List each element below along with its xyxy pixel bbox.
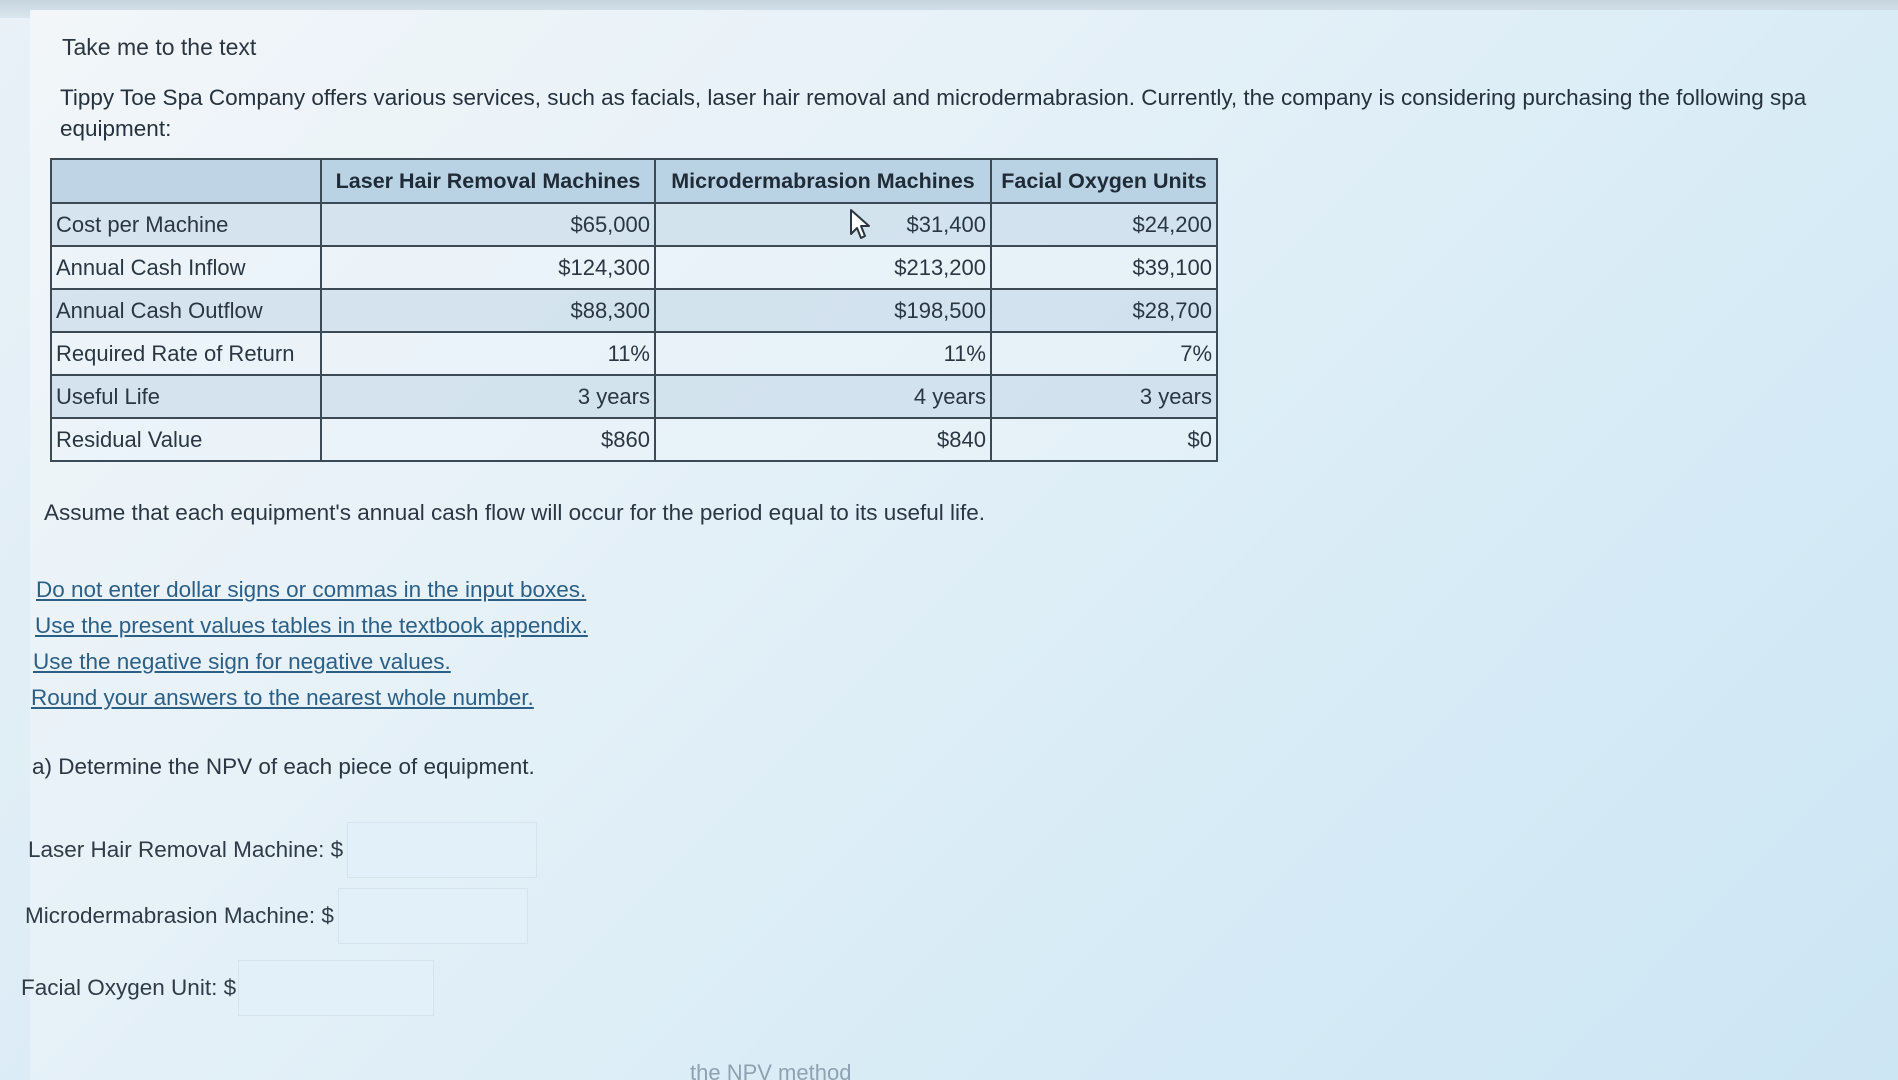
facial-answer-label: Facial Oxygen Unit: $ xyxy=(21,975,237,1000)
row-label: Annual Cash Outflow xyxy=(51,289,321,332)
micro-answer-row xyxy=(25,888,528,944)
table-row xyxy=(51,246,1217,289)
table-cell: 11% xyxy=(655,332,991,375)
problem-intro-text: Tippy Toe Spa Company offers various services, such as facials, laser hair removal and microdermabrasion. Currently, the company is considering purchasing the following spa equipment: xyxy=(60,85,1807,141)
table-cell: $65,000 xyxy=(321,203,655,246)
table-cell: 3 years xyxy=(991,375,1217,418)
row-label: Required Rate of Return xyxy=(51,332,321,375)
table-cell: $24,200 xyxy=(991,203,1217,246)
table-cell: $28,700 xyxy=(991,289,1217,332)
row-label: Cost per Machine xyxy=(51,203,321,246)
row-label: Useful Life xyxy=(51,375,321,418)
table-cell: 11% xyxy=(321,332,655,375)
table-row xyxy=(51,203,1217,246)
laser-npv-input[interactable] xyxy=(347,822,537,878)
assumption-text: Assume that each equipment's annual cash flow will occur for the period equal to its useful life. xyxy=(44,500,986,525)
facial-answer-row xyxy=(21,960,434,1016)
question-text: a) Determine the NPV of each piece of equipment. xyxy=(32,754,535,779)
table-cell: $88,300 xyxy=(321,289,655,332)
laser-answer-label: Laser Hair Removal Machine: $ xyxy=(28,837,344,862)
table-cell: $124,300 xyxy=(321,246,655,289)
equipment-data-table xyxy=(50,158,1218,462)
table-cell: $39,100 xyxy=(991,246,1217,289)
column-header-laser: Laser Hair Removal Machines xyxy=(321,159,655,203)
instructions-list xyxy=(31,572,588,716)
laser-answer-row xyxy=(28,822,537,878)
instruction-link-no-symbols[interactable]: Do not enter dollar signs or commas in the input boxes. xyxy=(36,577,587,602)
table-row xyxy=(51,332,1217,375)
table-header-row xyxy=(51,159,1217,203)
table-corner-cell xyxy=(51,159,321,203)
column-header-facial: Facial Oxygen Units xyxy=(991,159,1217,203)
take-me-to-text-link[interactable]: Take me to the text xyxy=(62,34,257,60)
table-cell: $31,400 xyxy=(655,203,991,246)
instruction-link-rounding[interactable]: Round your answers to the nearest whole number. xyxy=(31,685,534,710)
table-cell: $840 xyxy=(655,418,991,461)
instruction-link-negative-sign[interactable]: Use the negative sign for negative values. xyxy=(33,649,451,674)
cutoff-text-fragment: the NPV method xyxy=(690,1062,852,1080)
table-row xyxy=(51,289,1217,332)
instruction-link-pv-tables[interactable]: Use the present values tables in the textbook appendix. xyxy=(35,613,588,638)
table-cell: 4 years xyxy=(655,375,991,418)
row-label: Residual Value xyxy=(51,418,321,461)
micro-npv-input[interactable] xyxy=(338,888,528,944)
table-row xyxy=(51,418,1217,461)
column-header-micro: Microdermabrasion Machines xyxy=(655,159,991,203)
facial-npv-input[interactable] xyxy=(238,960,434,1016)
mouse-cursor-icon xyxy=(848,208,874,242)
table-cell: 7% xyxy=(991,332,1217,375)
table-cell: 3 years xyxy=(321,375,655,418)
table-cell: $213,200 xyxy=(655,246,991,289)
row-label: Annual Cash Inflow xyxy=(51,246,321,289)
table-cell: $860 xyxy=(321,418,655,461)
micro-answer-label: Microdermabrasion Machine: $ xyxy=(25,903,334,928)
table-cell: $198,500 xyxy=(655,289,991,332)
table-cell: $0 xyxy=(991,418,1217,461)
table-row xyxy=(51,375,1217,418)
